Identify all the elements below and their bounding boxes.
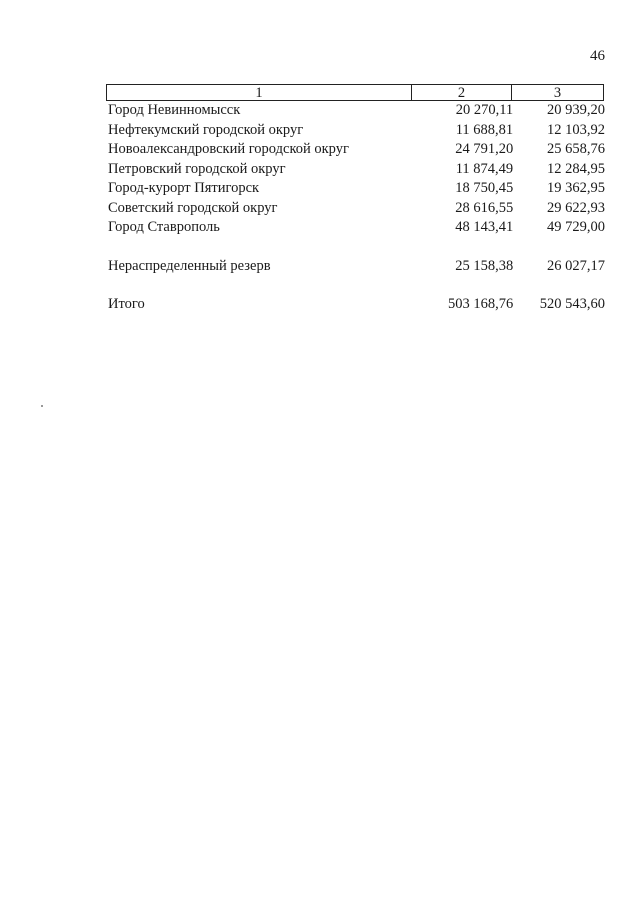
row-value-col-2: 18 750,45	[455, 180, 514, 196]
total-name: Итого	[108, 296, 145, 312]
row-value-col-2: 11 874,49	[455, 160, 514, 177]
table-body	[106, 101, 605, 315]
total-value-col-2: 503 168,76	[447, 296, 514, 312]
row-value-col-3: 20 939,20	[547, 102, 605, 118]
row-value-col-3: 29 622,93	[547, 199, 605, 216]
row-value-col-3: 19 362,95	[547, 180, 605, 196]
page-number: 46	[590, 48, 605, 64]
row-name: Петровский городской округ	[108, 160, 286, 177]
row-value-col-3: 25 658,76	[547, 141, 605, 157]
row-name: Город-курорт Пятигорск	[108, 180, 260, 196]
reserve-value-col-3: 26 027,17	[547, 257, 605, 274]
row-value-col-2: 24 791,20	[455, 141, 514, 157]
total-row	[106, 295, 605, 315]
row-value-col-2: 11 688,81	[455, 121, 514, 138]
budget-table	[106, 84, 605, 315]
table-row	[106, 140, 605, 160]
row-name: Новоалександровский городской округ	[108, 141, 349, 157]
table-row	[106, 179, 605, 199]
table-row	[106, 101, 605, 121]
reserve-value-col-2: 25 158,38	[455, 257, 514, 274]
row-value-col-3: 12 103,92	[547, 121, 605, 138]
row-value-col-2: 48 143,41	[455, 219, 514, 235]
row-value-col-2: 28 616,55	[455, 199, 514, 216]
table-row	[106, 160, 605, 180]
row-value-col-3: 49 729,00	[547, 219, 605, 235]
row-name: Нефтекумский городской округ	[108, 121, 304, 138]
table-row	[106, 218, 605, 238]
row-name: Город Ставрополь	[108, 219, 220, 235]
row-value-col-2: 20 270,11	[455, 102, 514, 118]
table-row	[106, 199, 605, 219]
header-col-1: 1	[106, 84, 412, 101]
total-value-col-3: 520 543,60	[539, 296, 605, 312]
row-name: Советский городской округ	[108, 199, 278, 216]
row-name: Город Невинномысск	[108, 102, 241, 118]
reserve-row	[106, 257, 605, 277]
table-header	[106, 84, 605, 101]
scan-speck	[41, 405, 43, 407]
reserve-name: Нераспределенный резерв	[108, 257, 271, 274]
row-value-col-3: 12 284,95	[547, 160, 605, 177]
header-col-3: 3	[511, 84, 604, 101]
table-row	[106, 121, 605, 141]
header-col-2: 2	[411, 84, 512, 101]
